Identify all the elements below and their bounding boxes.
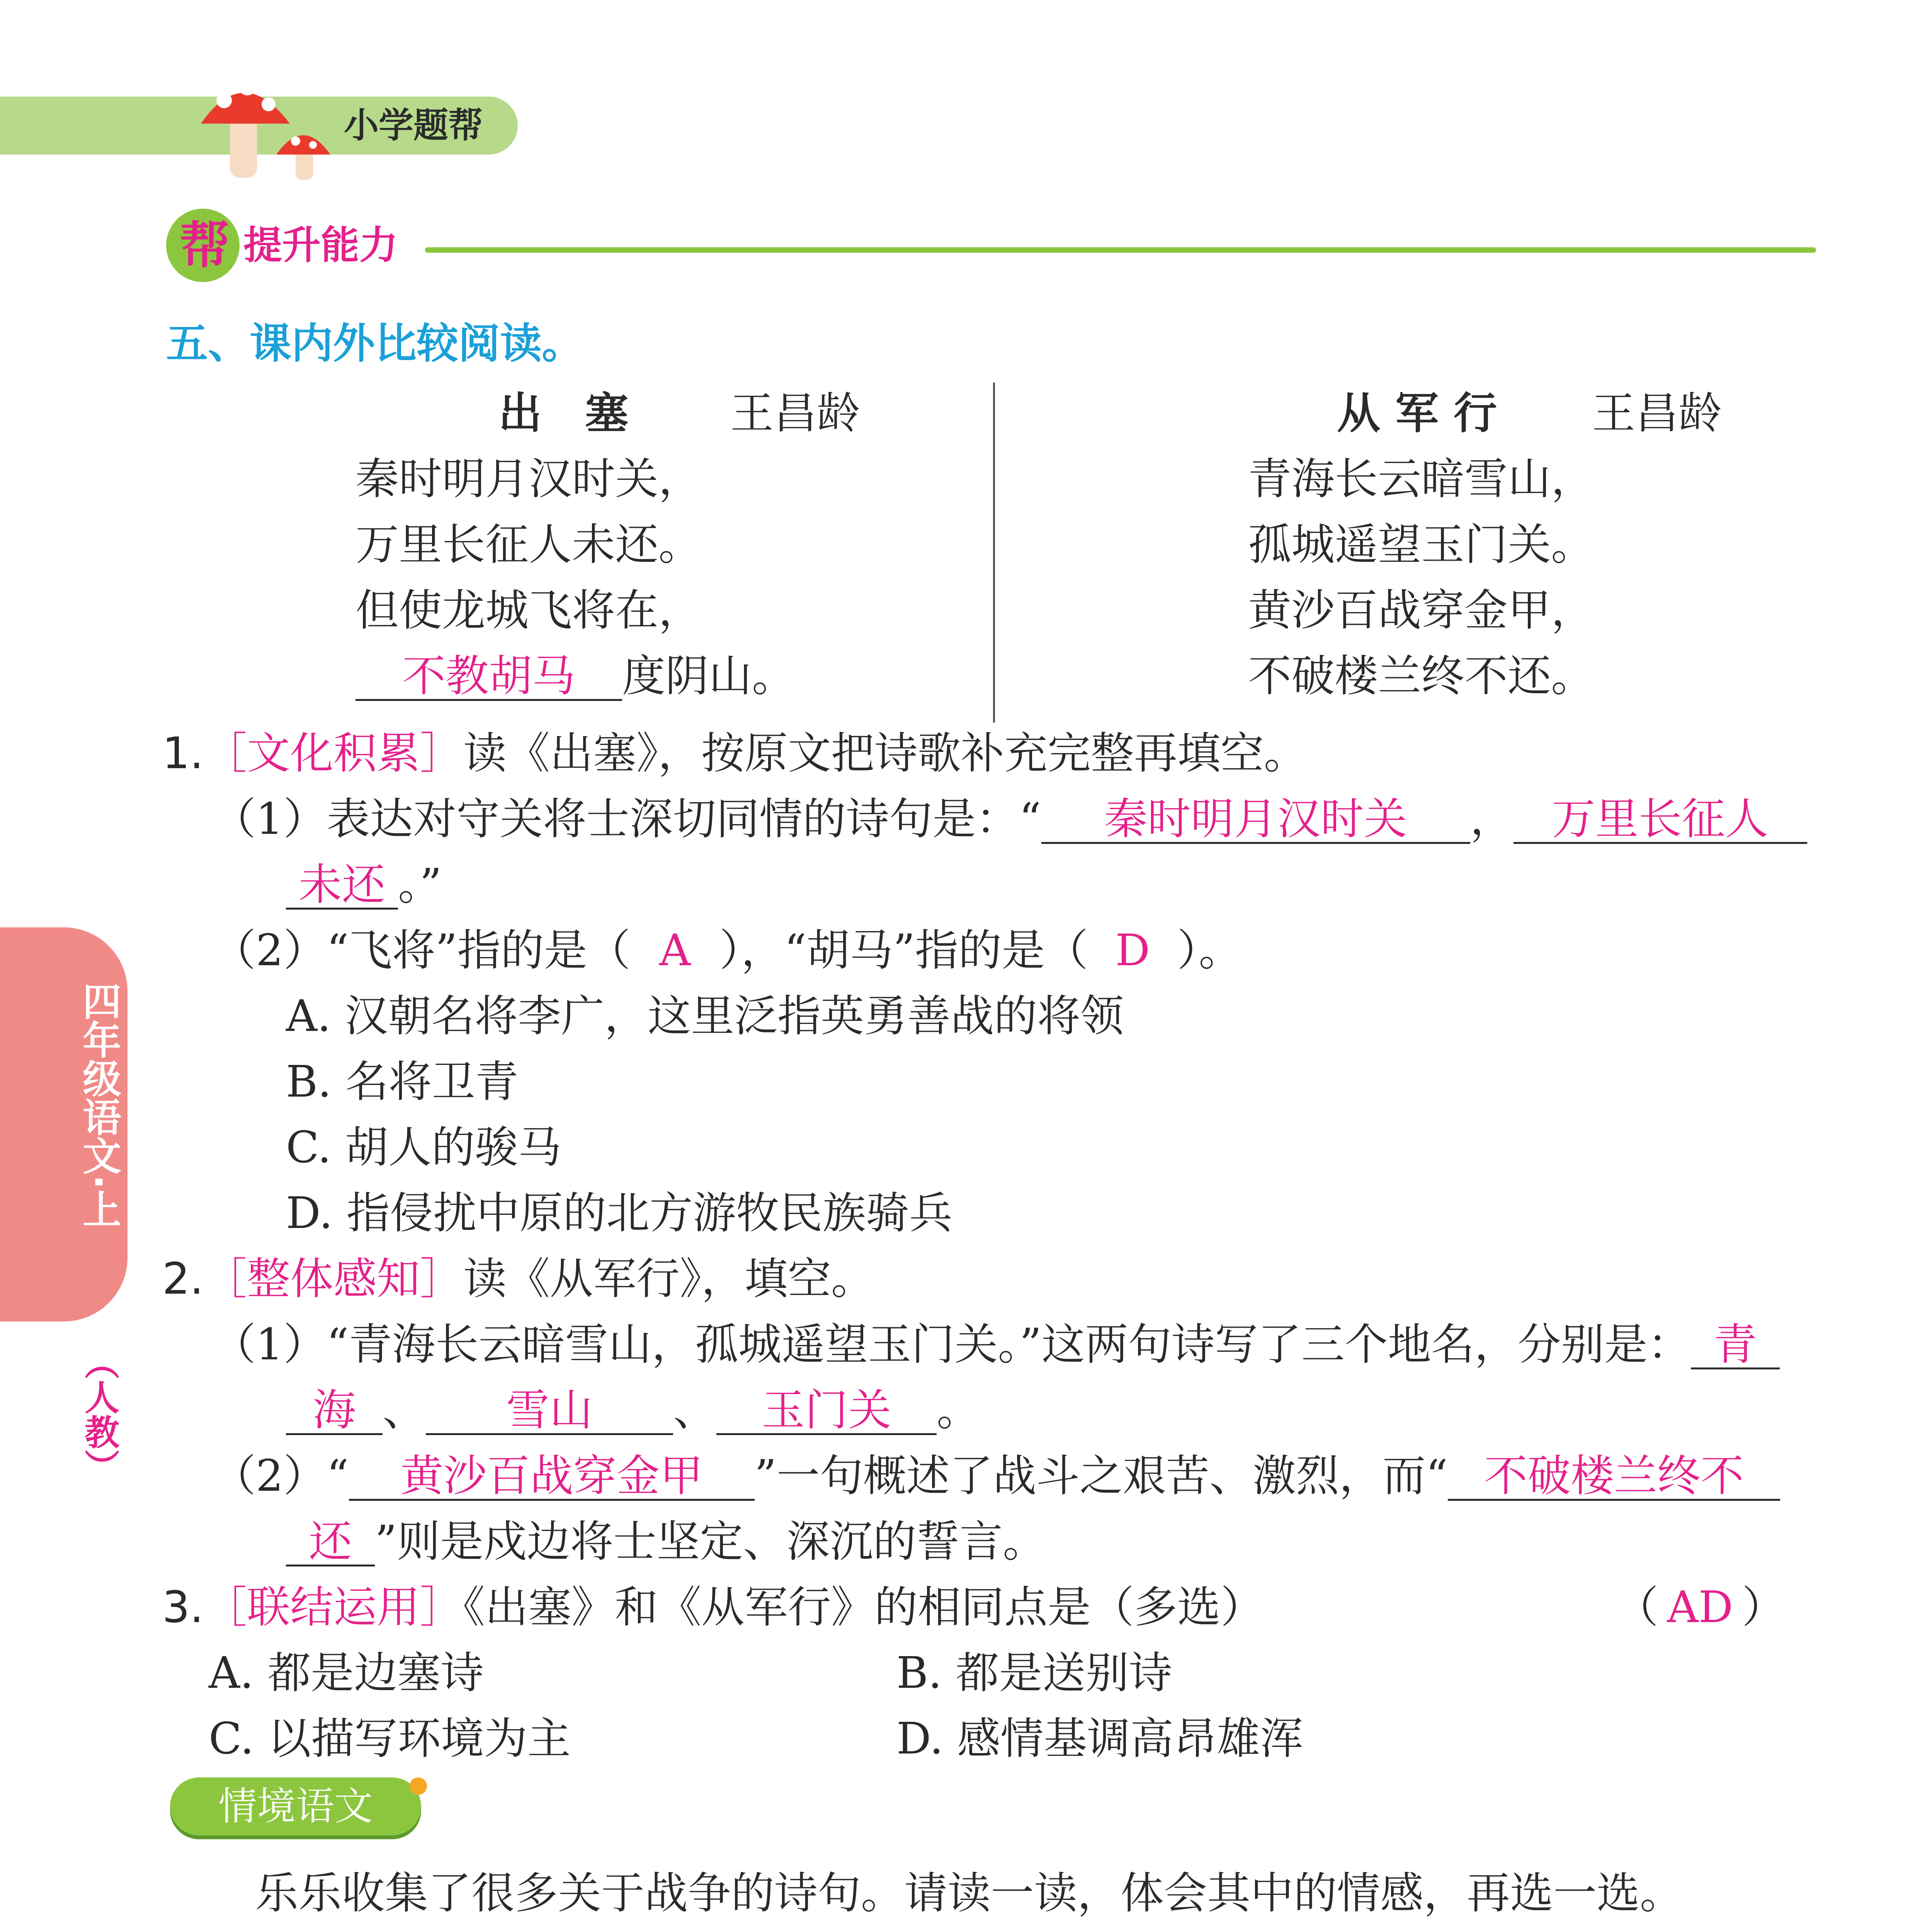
q2-sub1-answer1[interactable]: 青 bbox=[1691, 1322, 1780, 1369]
side-tab-edition: （人教） bbox=[78, 1345, 119, 1484]
q1-sub2-answer1[interactable]: A bbox=[659, 925, 691, 976]
poem1-last-line: 不教胡马 度阴山。 bbox=[355, 649, 795, 703]
q3-option: B. 都是送别诗 bbox=[896, 1648, 1172, 1698]
q2-sub1-answer1-cont[interactable]: 海 bbox=[286, 1388, 383, 1435]
poem2-line: 不破楼兰终不还。 bbox=[1248, 651, 1594, 701]
poem1-title: 出 塞 bbox=[498, 388, 628, 439]
q2-stem: 2.［整体感知］读《从军行》，填空。 bbox=[162, 1254, 874, 1304]
q3-stem: 3.［联结运用］《出塞》和《从军行》的相同点是（多选） bbox=[162, 1582, 1264, 1633]
section-badge-char: 帮 bbox=[179, 216, 230, 275]
q1-sub1-answer1[interactable]: 秦时明月汉时关 bbox=[1041, 796, 1470, 844]
q1-sub2-answer2[interactable]: D bbox=[1115, 925, 1150, 976]
q1-option: B. 名将卫青 bbox=[286, 1057, 519, 1107]
q2-sub2: （2）“ 黄沙百战穿金甲 ”一句概述了战斗之艰苦、激烈，而“ 不破楼兰终不 bbox=[213, 1449, 1780, 1503]
q2-sub2-answer2[interactable]: 不破楼兰终不 bbox=[1448, 1453, 1780, 1501]
brand-name: 小学题帮 bbox=[344, 105, 483, 146]
q2-sub1-cont: 海 、 雪山 、 玉门关 。 bbox=[286, 1383, 980, 1437]
poem1-line: 秦时明月汉时关， bbox=[355, 454, 702, 504]
q3-option: C. 以描写环境为主 bbox=[209, 1714, 571, 1764]
poem1-line: 万里长征人未还。 bbox=[355, 520, 702, 570]
q2-sub1-answer2[interactable]: 雪山 bbox=[426, 1388, 673, 1435]
side-tab-grade: 四年级语文·上 bbox=[76, 981, 121, 1228]
poem2-title: 从 军 行 bbox=[1337, 388, 1497, 439]
q1-sub1-answer2[interactable]: 万里长征人 bbox=[1514, 796, 1807, 844]
q1-stem: 1.［文化积累］读《出塞》，按原文把诗歌补充完整再填空。 bbox=[162, 728, 1307, 779]
section-title: 提升能力 bbox=[243, 223, 398, 268]
section-divider bbox=[425, 247, 1816, 253]
poem2-line: 孤城遥望玉门关。 bbox=[1248, 520, 1594, 570]
q1-option: D. 指侵扰中原的北方游牧民族骑兵 bbox=[286, 1188, 953, 1238]
q2-sub1: （1）“青海长云暗雪山，孤城遥望玉门关。”这两句诗写了三个地名，分别是： 青 bbox=[213, 1318, 1780, 1372]
poem2-line: 黄沙百战穿金甲， bbox=[1248, 585, 1594, 636]
poem-divider bbox=[993, 383, 995, 723]
q2-sub2-answer1[interactable]: 黄沙百战穿金甲 bbox=[349, 1453, 755, 1501]
situation-badge: 情境语文 bbox=[170, 1777, 421, 1835]
q1-option: C. 胡人的骏马 bbox=[286, 1122, 561, 1173]
mushroom-logo-icon bbox=[193, 58, 340, 182]
situation-badge-dot bbox=[410, 1777, 427, 1795]
q1-option: A. 汉朝名将李广，这里泛指英勇善战的将领 bbox=[286, 991, 1124, 1041]
q1-sub1: （1）表达对守关将士深切同情的诗句是：“ 秦时明月汉时关 ， 万里长征人 bbox=[213, 792, 1807, 846]
poem2-line: 青海长云暗雪山， bbox=[1248, 454, 1594, 504]
q1-sub1-answer2-cont[interactable]: 未还 bbox=[286, 862, 398, 910]
part5-title: 五、课内外比较阅读。 bbox=[166, 320, 584, 368]
poem1-author: 王昌龄 bbox=[730, 388, 860, 439]
q3-answer: AD bbox=[1667, 1582, 1733, 1633]
q2-sub2-cont: 还 ”则是戍边将士坚定、深沉的誓言。 bbox=[286, 1515, 1046, 1569]
situation-intro: 乐乐收集了很多关于战争的诗句。请读一读，体会其中的情感，再选一选。 bbox=[255, 1868, 1683, 1918]
q1-sub1-cont: 未还 。” bbox=[286, 858, 442, 912]
q2-sub1-answer3[interactable]: 玉门关 bbox=[716, 1388, 937, 1435]
q2-sub2-answer2-cont[interactable]: 还 bbox=[286, 1519, 375, 1566]
q3-option: D. 感情基调高昂雄浑 bbox=[896, 1714, 1304, 1764]
poem1-line: 但使龙城飞将在， bbox=[355, 585, 702, 636]
q3-option: A. 都是边塞诗 bbox=[209, 1648, 484, 1698]
poem1-answer[interactable]: 不教胡马 bbox=[355, 653, 622, 701]
q1-sub2: （2）“飞将”指的是（ A ），“胡马”指的是（ D ）。 bbox=[213, 923, 1242, 978]
poem2-author: 王昌龄 bbox=[1592, 388, 1722, 439]
